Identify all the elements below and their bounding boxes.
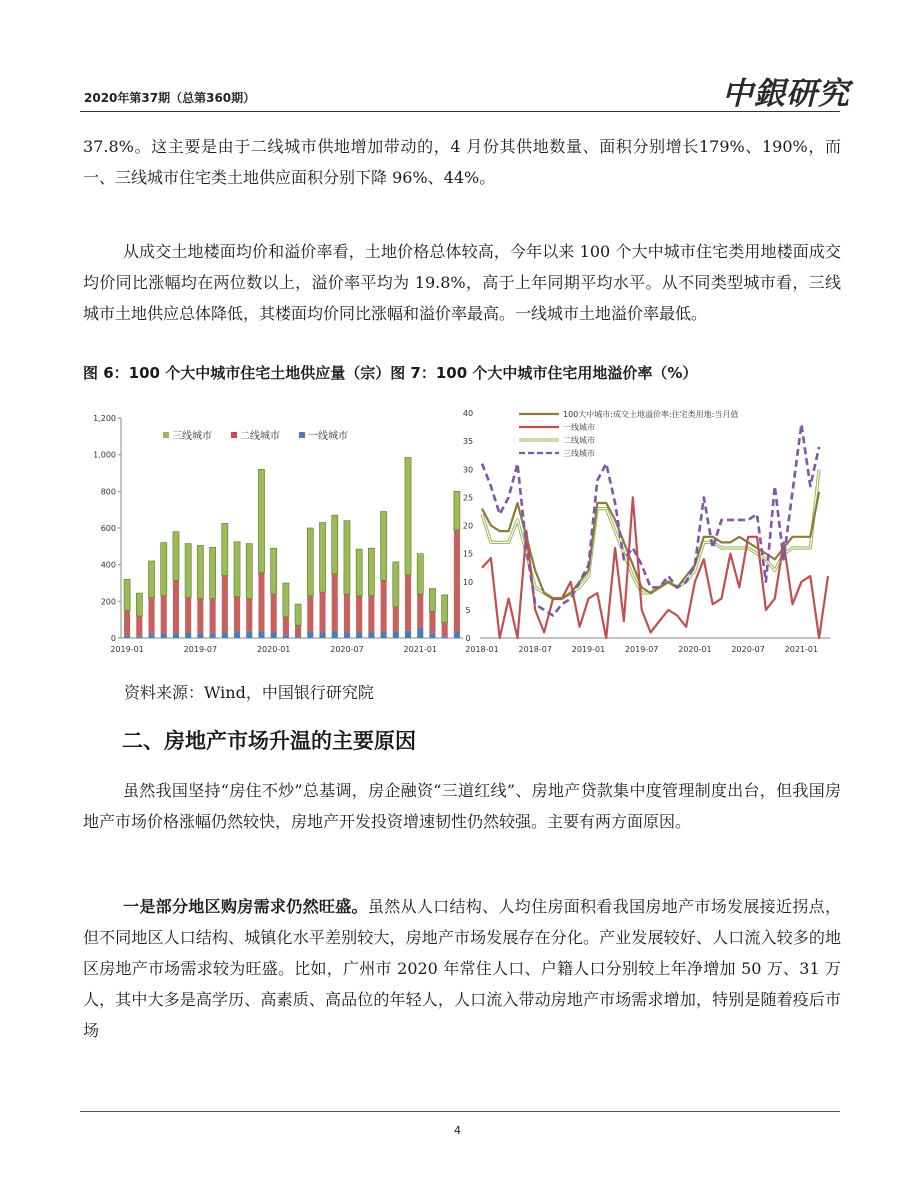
bar-tier2 xyxy=(222,576,228,633)
bar-tier2 xyxy=(197,599,203,634)
paragraph-4 xyxy=(83,891,841,1046)
bar-tier1 xyxy=(319,633,325,639)
x-tick-label: 2020-07 xyxy=(330,645,364,654)
bar-tier1 xyxy=(246,632,252,638)
bar-tier1 xyxy=(356,633,362,639)
legend-label: 一线城市 xyxy=(563,423,595,432)
x-tick-label: 2020-01 xyxy=(256,645,291,654)
x-tick-label: 2019-01 xyxy=(110,645,144,654)
bar-tier1 xyxy=(271,633,277,639)
x-tick-label: 2021-01 xyxy=(403,645,437,654)
bar-tier1 xyxy=(429,633,435,638)
section-heading: 二、房地产市场升温的主要原因 xyxy=(122,729,416,753)
bar-tier1 xyxy=(136,636,142,638)
y-tick-label: 400 xyxy=(100,560,116,570)
paragraph-1: 37.8%。这主要是由于二线城市供地增加带动的，4 月份其供地数量、面积分别增长179%、190%，而一、三线城市住宅类土地供应面积分别下降 96%、44%。 xyxy=(83,137,841,187)
bar-tier1 xyxy=(222,633,228,639)
bar-tier3 xyxy=(258,469,264,573)
bar-tier1 xyxy=(417,628,423,638)
bar-tier3 xyxy=(161,543,167,596)
y-tick-label: 30 xyxy=(462,465,474,475)
bar-tier2 xyxy=(417,594,423,628)
y-tick-label: 40 xyxy=(462,409,474,418)
bar-tier3 xyxy=(124,579,130,610)
bar-tier1 xyxy=(295,636,301,638)
x-tick-label: 2019-07 xyxy=(624,645,659,654)
bar-tier1 xyxy=(210,633,216,638)
bar-tier3 xyxy=(210,547,216,598)
bar-tier3 xyxy=(417,554,423,594)
y-tick-label: 15 xyxy=(462,549,474,559)
bar-tier2 xyxy=(454,530,460,632)
issue-label: 2020年第37期（总第360期） xyxy=(84,91,256,105)
y-tick-label: 0 xyxy=(465,634,471,643)
legend-swatch xyxy=(163,432,169,438)
bar-tier1 xyxy=(148,634,154,638)
land-supply-bar-chart xyxy=(83,404,471,666)
bar-tier1 xyxy=(161,633,167,638)
x-tick-label: 2019-01 xyxy=(571,645,606,654)
bar-tier2 xyxy=(246,599,252,632)
source-note: 资料来源：Wind，中国银行研究院 xyxy=(124,683,374,702)
y-tick-label: 25 xyxy=(462,493,474,503)
figure-captions xyxy=(83,362,843,383)
x-tick-label: 2019-07 xyxy=(183,645,218,654)
y-tick-label: 35 xyxy=(462,437,474,447)
bar-tier3 xyxy=(429,589,435,612)
bar-tier3 xyxy=(173,532,179,581)
header-divider xyxy=(80,111,840,112)
bar-tier2 xyxy=(185,598,191,633)
x-tick-label: 2018-01 xyxy=(465,645,499,654)
bar-tier2 xyxy=(442,622,448,636)
y-tick-label: 0 xyxy=(110,634,116,643)
bar-tier2 xyxy=(332,574,338,632)
land-premium-line-chart xyxy=(462,404,840,666)
bar-tier1 xyxy=(185,633,191,639)
legend-label: 三线城市 xyxy=(563,449,595,458)
bar-tier2 xyxy=(429,611,435,633)
bar-tier2 xyxy=(307,596,313,632)
bar-tier3 xyxy=(319,523,325,593)
bar-tier3 xyxy=(442,595,448,623)
bar-tier2 xyxy=(405,575,411,631)
legend-label: 一线城市 xyxy=(308,431,348,442)
bar-tier1 xyxy=(381,632,387,638)
bar-tier1 xyxy=(234,632,240,638)
bar-tier3 xyxy=(332,515,338,574)
bar-tier2 xyxy=(148,598,154,635)
legend-label: 二线城市 xyxy=(563,436,595,445)
bar-tier3 xyxy=(197,545,203,598)
bar-tier3 xyxy=(454,491,460,529)
bar-tier1 xyxy=(454,632,460,638)
bar-tier1 xyxy=(344,633,350,639)
bar-tier2 xyxy=(136,616,142,636)
bar-tier3 xyxy=(246,544,252,599)
bar-tier2 xyxy=(258,573,264,632)
x-tick-label: 2020-01 xyxy=(678,645,712,654)
bar-tier2 xyxy=(283,617,289,635)
bar-tier2 xyxy=(368,596,374,633)
paragraph-4-lead: 一是部分地区购房需求仍然旺盛。 xyxy=(123,897,368,916)
bar-tier1 xyxy=(307,632,313,638)
bar-tier1 xyxy=(124,635,130,638)
paragraph-4-body: 虽然从人口结构、人均住房面积看我国房地产市场发展接近拐点，但不同地区人口结构、城镇化水平差别较大，房地产市场发展存在分化。产业发展较好、人口流入较多的地区房地产市场需求较为旺盛。比如，广州市 2020 年常住人口、户籍人口分别较上年净增加 50 万、31 万人，其中大多是高学历、高素质、高品位的年轻人，人口流入带动房地产市场需求增加，特别是随着疫后市场 xyxy=(83,897,841,1040)
bar-tier2 xyxy=(210,599,216,634)
figure-7-caption: 图 7：100 个大中城市住宅用地溢价率（%） xyxy=(390,364,698,382)
bar-tier2 xyxy=(124,611,130,636)
bar-tier2 xyxy=(393,607,399,632)
x-tick-label: 2021-01 xyxy=(784,645,819,654)
paragraph-2: 从成交土地楼面均价和溢价率看，土地价格总体较高，今年以来 100 个大中城市住宅类用地楼面成交均价同比涨幅均在两位数以上，溢价率平均为 19.8%，高于上年同期平均水平。从不同类型城市看，三线城市土地供应总体降低，其楼面均价同比涨幅和溢价率最高。一线城市土地溢价率最低。 xyxy=(83,242,841,323)
bar-tier1 xyxy=(283,635,289,638)
y-tick-label: 5 xyxy=(465,605,471,615)
bar-tier3 xyxy=(271,548,277,594)
x-tick-label: 2020-07 xyxy=(731,645,765,654)
bar-tier3 xyxy=(136,593,142,616)
y-tick-label: 1,200 xyxy=(93,414,116,423)
bar-tier1 xyxy=(258,632,264,638)
bar-tier3 xyxy=(368,548,374,596)
legend-label: 三线城市 xyxy=(172,431,212,442)
legend-label: 100大中城市:成交土地溢价率:住宅类用地:当月值 xyxy=(563,410,739,419)
legend-swatch xyxy=(231,432,237,438)
bar-tier2 xyxy=(295,625,301,636)
bar-tier3 xyxy=(283,583,289,617)
y-tick-label: 600 xyxy=(100,524,116,533)
bar-tier1 xyxy=(332,632,338,638)
footer-divider xyxy=(80,1111,840,1112)
bar-tier2 xyxy=(173,580,179,633)
bar-tier3 xyxy=(393,562,399,607)
x-tick-label: 2018-07 xyxy=(518,645,552,654)
bar-tier3 xyxy=(185,544,191,598)
y-tick-label: 10 xyxy=(462,577,474,587)
bar-tier3 xyxy=(222,523,228,575)
bar-tier1 xyxy=(442,636,448,638)
bar-tier2 xyxy=(344,594,350,633)
figure-6-caption: 图 6：100 个大中城市住宅土地供应量（宗） xyxy=(83,364,391,382)
bar-tier3 xyxy=(356,549,362,596)
bar-tier2 xyxy=(319,592,325,632)
bar-tier2 xyxy=(381,580,387,631)
y-tick-label: 1,000 xyxy=(93,450,116,460)
bar-tier2 xyxy=(161,596,167,634)
bar-tier1 xyxy=(173,633,179,638)
page-number: 4 xyxy=(454,1124,461,1137)
bar-tier3 xyxy=(234,542,240,597)
bar-tier2 xyxy=(271,594,277,633)
bar-tier3 xyxy=(344,521,350,594)
bar-tier3 xyxy=(405,457,411,574)
y-tick-label: 20 xyxy=(462,521,474,531)
bar-tier2 xyxy=(234,597,240,632)
bar-tier3 xyxy=(148,561,154,598)
bar-tier2 xyxy=(356,596,362,633)
y-tick-label: 800 xyxy=(100,487,116,497)
y-tick-label: 200 xyxy=(100,597,116,607)
legend-swatch xyxy=(299,432,305,438)
bar-tier3 xyxy=(295,604,301,625)
bar-tier3 xyxy=(307,528,313,596)
brand-logo: 中銀研究 xyxy=(722,76,850,112)
legend-label: 二线城市 xyxy=(240,431,280,442)
bar-tier1 xyxy=(368,633,374,639)
bar-tier1 xyxy=(197,633,203,638)
paragraph-3: 虽然我国坚持“房住不炒”总基调，房企融资“三道红线”、房地产贷款集中度管理制度出台，但我国房地产市场价格涨幅仍然较快，房地产开发投资增速韧性仍然较强。主要有两方面原因。 xyxy=(83,781,841,831)
bar-tier1 xyxy=(405,631,411,638)
bar-tier1 xyxy=(393,632,399,638)
bar-tier3 xyxy=(381,512,387,581)
